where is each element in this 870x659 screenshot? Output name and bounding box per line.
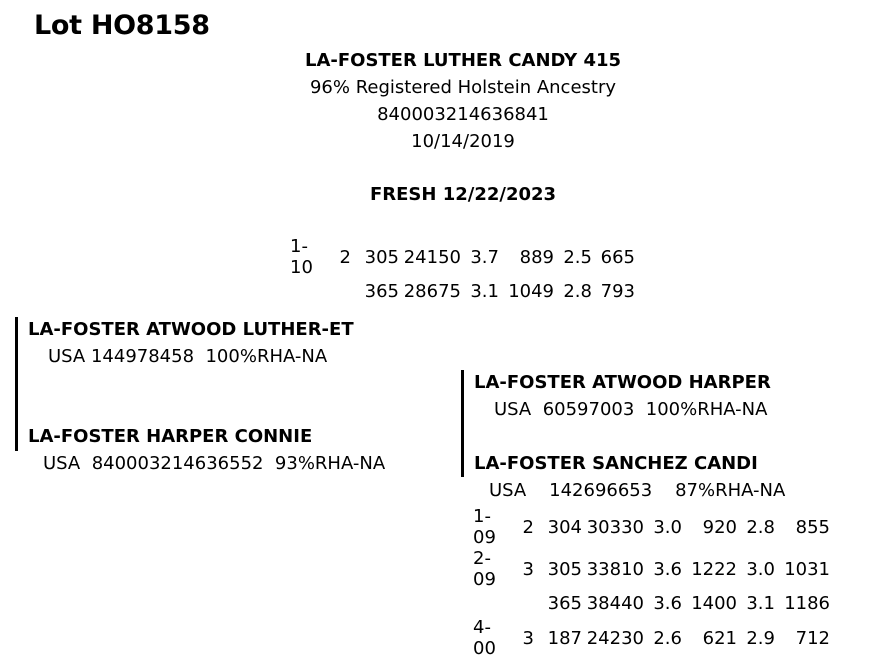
lactation-record-cell [327, 278, 351, 305]
lactation-record-cell: 2.6 [653, 627, 682, 649]
dam-sire-name: LA-FOSTER ATWOOD HARPER [474, 372, 771, 393]
lactation-record-row [473, 590, 830, 617]
lactation-record-cell: 305 [364, 246, 399, 268]
lactation-record-cell: 1400 [691, 593, 737, 614]
lactation-record-cell: 793 [600, 281, 635, 302]
animal-name: LA-FOSTER LUTHER CANDY 415 [304, 50, 622, 71]
dam-sire-detail: USA 60597003 100%RHA-NA [494, 399, 768, 420]
lactation-record-row [290, 278, 635, 305]
lactation-record-cell: 3.1 [746, 593, 775, 614]
dam-dam-lactation-records [473, 506, 830, 659]
animal-ancestry: 96% Registered Holstein Ancestry [309, 77, 617, 98]
animal-id: 840003214636841 [377, 104, 549, 125]
lactation-record-cell: 2.5 [563, 246, 592, 268]
lactation-record-row [473, 617, 830, 659]
lactation-record-cell: 305 [547, 558, 582, 580]
lactation-record-cell: 2-09 [473, 548, 496, 590]
animal-lactation-records [290, 236, 635, 305]
fresh-date: FRESH 12/22/2023 [369, 184, 557, 205]
lactation-record-cell: 1186 [784, 593, 830, 614]
lactation-record-cell: 3 [522, 558, 534, 580]
pedigree-bracket-right [461, 370, 464, 477]
lactation-record-cell: 2.9 [746, 627, 775, 649]
lactation-record-cell: 24150 [403, 246, 461, 268]
lactation-record-row [290, 236, 635, 278]
lactation-record-cell: 2 [522, 516, 534, 538]
lactation-record-cell: 30330 [586, 516, 644, 538]
lactation-record-cell: 3.0 [653, 516, 682, 538]
lactation-record-cell: 1-10 [290, 236, 313, 278]
lactation-record-cell: 3.1 [470, 281, 499, 302]
lactation-record-cell: 3.0 [746, 558, 775, 580]
lactation-record-row [473, 548, 830, 590]
lot-number: Lot HO8158 [34, 10, 210, 41]
lactation-record-cell: 3 [522, 627, 534, 649]
dam-dam-name: LA-FOSTER SANCHEZ CANDI [474, 453, 758, 474]
lactation-record-cell: 665 [600, 246, 635, 268]
lactation-record-cell: 33810 [586, 558, 644, 580]
dam-dam-detail: USA 142696653 87%RHA-NA [489, 480, 786, 501]
lactation-record-cell: 1222 [691, 558, 737, 580]
lactation-record-cell: 621 [702, 627, 737, 649]
lactation-record-cell: 855 [795, 516, 830, 538]
lactation-record-cell: 2 [339, 246, 351, 268]
lactation-record-cell: 38440 [586, 593, 644, 614]
lactation-record-cell: 3.7 [470, 246, 499, 268]
lactation-record-cell: 365 [364, 281, 399, 302]
pedigree-bracket-left [15, 317, 18, 451]
lactation-record-cell: 712 [795, 627, 830, 649]
lactation-record-cell: 365 [547, 593, 582, 614]
lactation-record-cell: 24230 [586, 627, 644, 649]
sire-name: LA-FOSTER ATWOOD LUTHER-ET [28, 319, 354, 340]
lactation-record-cell: 28675 [403, 281, 461, 302]
lactation-record-cell [290, 278, 327, 305]
lactation-record-row [473, 506, 830, 548]
lactation-record-cell: 889 [519, 246, 554, 268]
lactation-record-cell: 1-09 [473, 506, 496, 548]
lactation-record-cell: 1049 [508, 281, 554, 302]
lactation-record-cell: 4-00 [473, 617, 496, 659]
lactation-record-cell: 2.8 [746, 516, 775, 538]
animal-birthdate: 10/14/2019 [411, 131, 515, 152]
dam-detail: USA 840003214636552 93%RHA-NA [43, 453, 386, 474]
lactation-record-cell: 187 [547, 627, 582, 649]
dam-name: LA-FOSTER HARPER CONNIE [28, 426, 313, 447]
lactation-record-cell: 1031 [784, 558, 830, 580]
lactation-record-cell [510, 590, 534, 617]
lactation-record-cell: 304 [547, 516, 582, 538]
lactation-record-cell: 3.6 [653, 558, 682, 580]
lactation-record-cell: 920 [702, 516, 737, 538]
sire-detail: USA 144978458 100%RHA-NA [48, 346, 328, 367]
lactation-record-cell: 2.8 [563, 281, 592, 302]
lactation-record-cell: 3.6 [653, 593, 682, 614]
lactation-record-cell [473, 590, 510, 617]
